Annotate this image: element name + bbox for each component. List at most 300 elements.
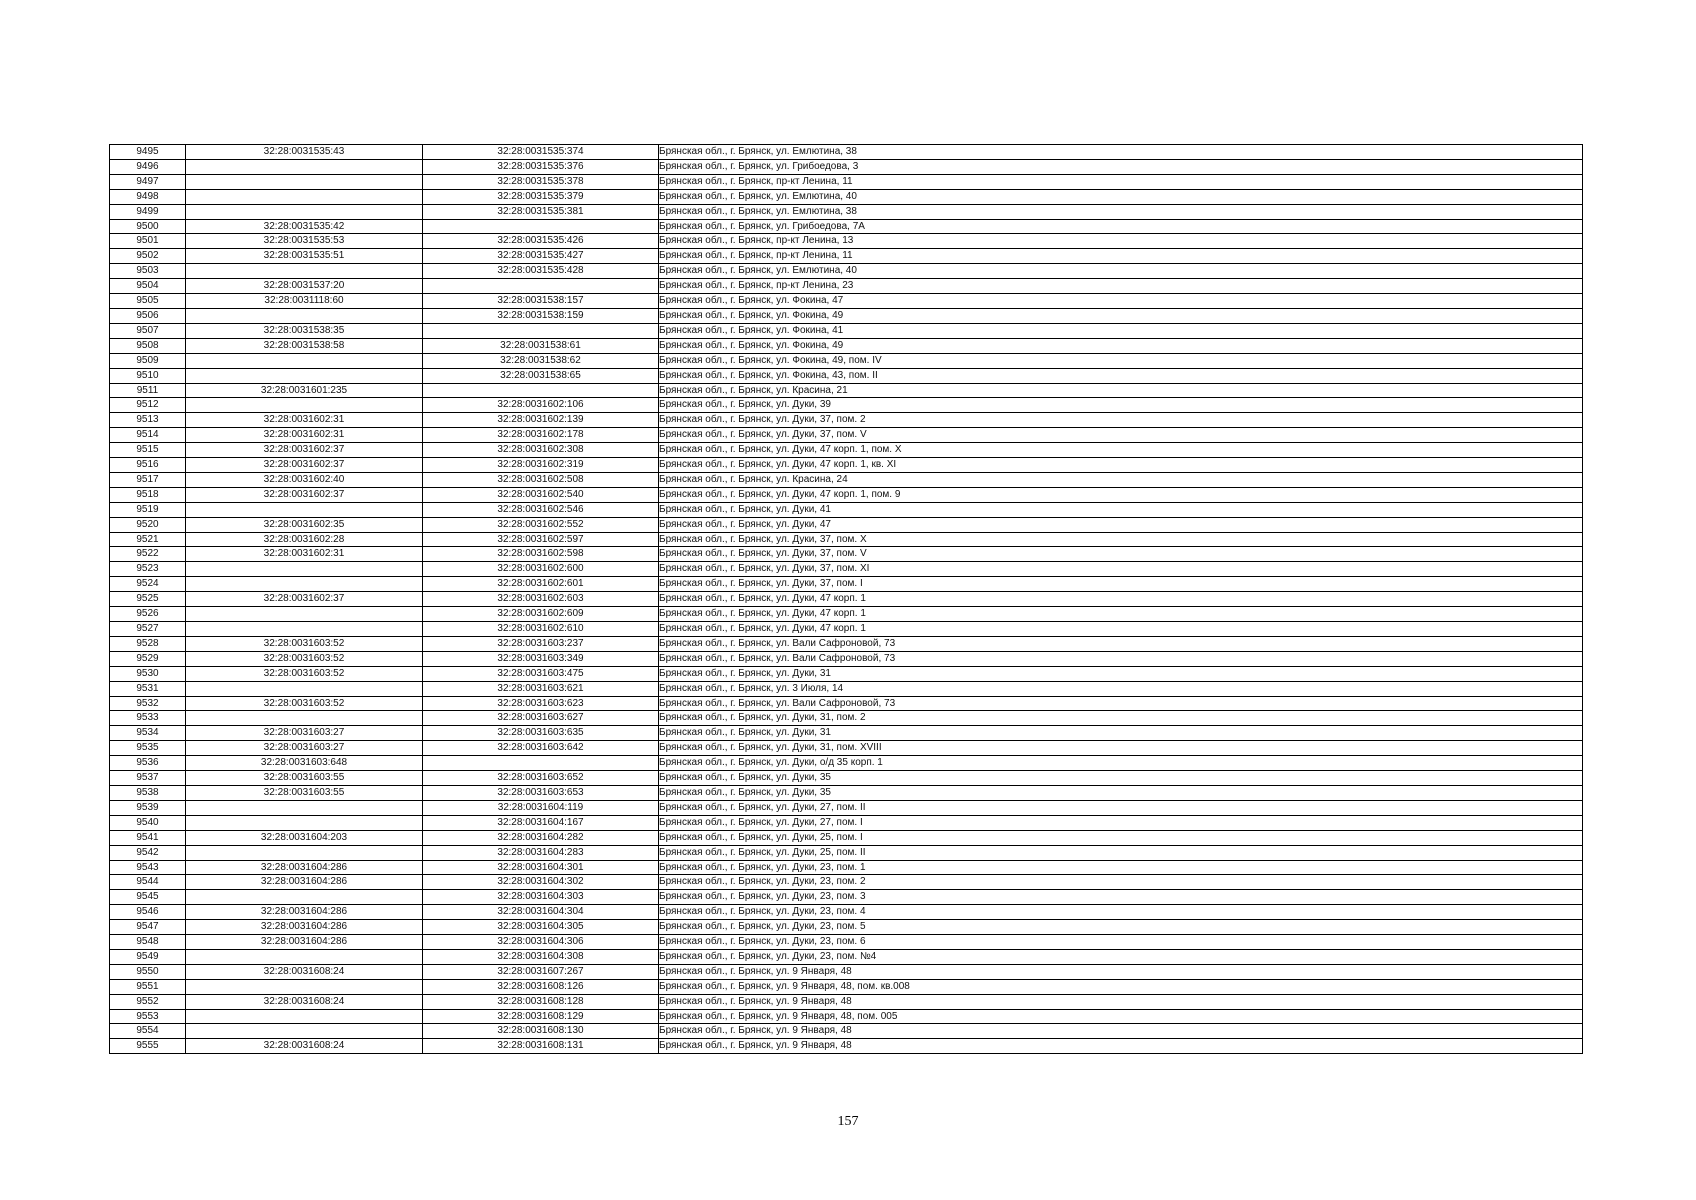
- parcel-cadastral-number-cell: [186, 845, 423, 860]
- object-cadastral-number-cell: 32:28:0031602:508: [423, 472, 659, 487]
- table-row: [110, 443, 1583, 458]
- table-row: [110, 308, 1583, 323]
- address-cell: Брянская обл., г. Брянск, ул. Фокина, 47: [659, 294, 1583, 309]
- parcel-cadastral-number-cell: 32:28:0031118:60: [186, 294, 423, 309]
- address-cell: Брянская обл., г. Брянск, ул. Дуки, 27, пом. II: [659, 800, 1583, 815]
- address-cell: Брянская обл., г. Брянск, ул. Дуки, 47 корп. 1: [659, 622, 1583, 637]
- object-cadastral-number-cell: 32:28:0031602:600: [423, 562, 659, 577]
- parcel-cadastral-number-cell: 32:28:0031537:20: [186, 279, 423, 294]
- table-row: [110, 696, 1583, 711]
- parcel-cadastral-number-cell: 32:28:0031603:55: [186, 771, 423, 786]
- parcel-cadastral-number-cell: 32:28:0031538:35: [186, 323, 423, 338]
- object-cadastral-number-cell: 32:28:0031535:374: [423, 145, 659, 160]
- table-row: [110, 338, 1583, 353]
- address-cell: Брянская обл., г. Брянск, ул. Емлютина, 40: [659, 264, 1583, 279]
- object-cadastral-number-cell: 32:28:0031535:378: [423, 174, 659, 189]
- row-number-cell: 9544: [110, 875, 186, 890]
- object-cadastral-number-cell: 32:28:0031602:609: [423, 607, 659, 622]
- row-number-cell: 9518: [110, 487, 186, 502]
- parcel-cadastral-number-cell: 32:28:0031535:43: [186, 145, 423, 160]
- object-cadastral-number-cell: 32:28:0031535:428: [423, 264, 659, 279]
- address-cell: Брянская обл., г. Брянск, ул. Фокина, 49: [659, 308, 1583, 323]
- table-row: [110, 1009, 1583, 1024]
- table-row: [110, 1024, 1583, 1039]
- table-row: [110, 651, 1583, 666]
- parcel-cadastral-number-cell: [186, 189, 423, 204]
- row-number-cell: 9531: [110, 681, 186, 696]
- row-number-cell: 9515: [110, 443, 186, 458]
- address-cell: Брянская обл., г. Брянск, ул. 9 Января, 48: [659, 1039, 1583, 1054]
- object-cadastral-number-cell: 32:28:0031603:642: [423, 741, 659, 756]
- table-row: [110, 935, 1583, 950]
- object-cadastral-number-cell: 32:28:0031604:119: [423, 800, 659, 815]
- address-cell: Брянская обл., г. Брянск, ул. Дуки, о/д 35 корп. 1: [659, 756, 1583, 771]
- address-cell: Брянская обл., г. Брянск, ул. Дуки, 23, пом. №4: [659, 949, 1583, 964]
- parcel-cadastral-number-cell: 32:28:0031603:52: [186, 636, 423, 651]
- row-number-cell: 9528: [110, 636, 186, 651]
- table-row: [110, 458, 1583, 473]
- object-cadastral-number-cell: 32:28:0031604:283: [423, 845, 659, 860]
- parcel-cadastral-number-cell: [186, 159, 423, 174]
- address-cell: Брянская обл., г. Брянск, ул. Фокина, 43, пом. II: [659, 368, 1583, 383]
- row-number-cell: 9533: [110, 711, 186, 726]
- address-cell: Брянская обл., г. Брянск, ул. Дуки, 37, пом. 2: [659, 413, 1583, 428]
- object-cadastral-number-cell: 32:28:0031604:301: [423, 860, 659, 875]
- table-row: [110, 517, 1583, 532]
- parcel-cadastral-number-cell: [186, 622, 423, 637]
- address-cell: Брянская обл., г. Брянск, ул. Дуки, 37, пом. XI: [659, 562, 1583, 577]
- object-cadastral-number-cell: 32:28:0031538:62: [423, 353, 659, 368]
- object-cadastral-number-cell: 32:28:0031602:603: [423, 592, 659, 607]
- table-row: [110, 368, 1583, 383]
- parcel-cadastral-number-cell: [186, 949, 423, 964]
- object-cadastral-number-cell: 32:28:0031604:305: [423, 920, 659, 935]
- row-number-cell: 9554: [110, 1024, 186, 1039]
- object-cadastral-number-cell: [423, 279, 659, 294]
- parcel-cadastral-number-cell: [186, 577, 423, 592]
- row-number-cell: 9546: [110, 905, 186, 920]
- table-row: [110, 905, 1583, 920]
- parcel-cadastral-number-cell: [186, 800, 423, 815]
- table-row: [110, 279, 1583, 294]
- object-cadastral-number-cell: 32:28:0031538:159: [423, 308, 659, 323]
- table-row: [110, 547, 1583, 562]
- table-row: [110, 845, 1583, 860]
- address-cell: Брянская обл., г. Брянск, ул. Фокина, 49: [659, 338, 1583, 353]
- table-row: [110, 592, 1583, 607]
- row-number-cell: 9497: [110, 174, 186, 189]
- address-cell: Брянская обл., г. Брянск, ул. Дуки, 37, пом. X: [659, 532, 1583, 547]
- address-cell: Брянская обл., г. Брянск, ул. Дуки, 23, пом. 3: [659, 890, 1583, 905]
- row-number-cell: 9541: [110, 830, 186, 845]
- row-number-cell: 9553: [110, 1009, 186, 1024]
- parcel-cadastral-number-cell: 32:28:0031602:37: [186, 458, 423, 473]
- object-cadastral-number-cell: 32:28:0031608:131: [423, 1039, 659, 1054]
- row-number-cell: 9545: [110, 890, 186, 905]
- table-row: [110, 949, 1583, 964]
- parcel-cadastral-number-cell: 32:28:0031602:31: [186, 413, 423, 428]
- address-cell: Брянская обл., г. Брянск, ул. 9 Января, 48: [659, 994, 1583, 1009]
- row-number-cell: 9532: [110, 696, 186, 711]
- address-cell: Брянская обл., г. Брянск, ул. 9 Января, 48: [659, 964, 1583, 979]
- object-cadastral-number-cell: [423, 219, 659, 234]
- address-cell: Брянская обл., г. Брянск, ул. Дуки, 47: [659, 517, 1583, 532]
- table-row: [110, 323, 1583, 338]
- table-row: [110, 890, 1583, 905]
- row-number-cell: 9507: [110, 323, 186, 338]
- row-number-cell: 9526: [110, 607, 186, 622]
- parcel-cadastral-number-cell: 32:28:0031603:648: [186, 756, 423, 771]
- parcel-cadastral-number-cell: [186, 1024, 423, 1039]
- registry-table-body: [110, 145, 1583, 1054]
- address-cell: Брянская обл., г. Брянск, ул. Емлютина, 38: [659, 204, 1583, 219]
- parcel-cadastral-number-cell: 32:28:0031601:235: [186, 383, 423, 398]
- parcel-cadastral-number-cell: 32:28:0031602:35: [186, 517, 423, 532]
- object-cadastral-number-cell: 32:28:0031602:597: [423, 532, 659, 547]
- parcel-cadastral-number-cell: [186, 204, 423, 219]
- row-number-cell: 9499: [110, 204, 186, 219]
- address-cell: Брянская обл., г. Брянск, ул. Вали Сафроновой, 73: [659, 651, 1583, 666]
- parcel-cadastral-number-cell: [186, 890, 423, 905]
- row-number-cell: 9520: [110, 517, 186, 532]
- object-cadastral-number-cell: 32:28:0031602:610: [423, 622, 659, 637]
- parcel-cadastral-number-cell: [186, 815, 423, 830]
- object-cadastral-number-cell: 32:28:0031608:129: [423, 1009, 659, 1024]
- row-number-cell: 9501: [110, 234, 186, 249]
- address-cell: Брянская обл., г. Брянск, ул. Вали Сафроновой, 73: [659, 636, 1583, 651]
- object-cadastral-number-cell: 32:28:0031603:653: [423, 785, 659, 800]
- parcel-cadastral-number-cell: 32:28:0031602:37: [186, 592, 423, 607]
- parcel-cadastral-number-cell: 32:28:0031602:31: [186, 428, 423, 443]
- parcel-cadastral-number-cell: 32:28:0031602:37: [186, 487, 423, 502]
- address-cell: Брянская обл., г. Брянск, ул. Дуки, 31, пом. XVIII: [659, 741, 1583, 756]
- address-cell: Брянская обл., г. Брянск, ул. Дуки, 47 корп. 1, пом. X: [659, 443, 1583, 458]
- table-row: [110, 204, 1583, 219]
- parcel-cadastral-number-cell: 32:28:0031608:24: [186, 964, 423, 979]
- parcel-cadastral-number-cell: 32:28:0031602:37: [186, 443, 423, 458]
- table-row: [110, 1039, 1583, 1054]
- object-cadastral-number-cell: 32:28:0031602:552: [423, 517, 659, 532]
- table-row: [110, 681, 1583, 696]
- row-number-cell: 9512: [110, 398, 186, 413]
- address-cell: Брянская обл., г. Брянск, ул. Фокина, 49, пом. IV: [659, 353, 1583, 368]
- address-cell: Брянская обл., г. Брянск, ул. Грибоедова, 7А: [659, 219, 1583, 234]
- parcel-cadastral-number-cell: [186, 562, 423, 577]
- object-cadastral-number-cell: 32:28:0031604:308: [423, 949, 659, 964]
- parcel-cadastral-number-cell: [186, 1009, 423, 1024]
- row-number-cell: 9510: [110, 368, 186, 383]
- object-cadastral-number-cell: 32:28:0031535:379: [423, 189, 659, 204]
- address-cell: Брянская обл., г. Брянск, ул. Емлютина, 40: [659, 189, 1583, 204]
- row-number-cell: 9550: [110, 964, 186, 979]
- object-cadastral-number-cell: [423, 756, 659, 771]
- table-row: [110, 264, 1583, 279]
- row-number-cell: 9504: [110, 279, 186, 294]
- table-row: [110, 994, 1583, 1009]
- row-number-cell: 9552: [110, 994, 186, 1009]
- table-row: [110, 249, 1583, 264]
- row-number-cell: 9511: [110, 383, 186, 398]
- object-cadastral-number-cell: [423, 383, 659, 398]
- object-cadastral-number-cell: 32:28:0031535:426: [423, 234, 659, 249]
- parcel-cadastral-number-cell: [186, 174, 423, 189]
- row-number-cell: 9548: [110, 935, 186, 950]
- page-number: 157: [837, 1114, 859, 1129]
- parcel-cadastral-number-cell: [186, 711, 423, 726]
- table-row: [110, 577, 1583, 592]
- address-cell: Брянская обл., г. Брянск, ул. Дуки, 31, пом. 2: [659, 711, 1583, 726]
- object-cadastral-number-cell: 32:28:0031602:308: [423, 443, 659, 458]
- row-number-cell: 9524: [110, 577, 186, 592]
- object-cadastral-number-cell: 32:28:0031603:237: [423, 636, 659, 651]
- address-cell: Брянская обл., г. Брянск, ул. Дуки, 31: [659, 666, 1583, 681]
- parcel-cadastral-number-cell: 32:28:0031604:286: [186, 875, 423, 890]
- table-row: [110, 771, 1583, 786]
- object-cadastral-number-cell: 32:28:0031603:475: [423, 666, 659, 681]
- address-cell: Брянская обл., г. Брянск, ул. Дуки, 23, пом. 6: [659, 935, 1583, 950]
- object-cadastral-number-cell: 32:28:0031608:128: [423, 994, 659, 1009]
- table-row: [110, 189, 1583, 204]
- table-row: [110, 607, 1583, 622]
- object-cadastral-number-cell: 32:28:0031607:267: [423, 964, 659, 979]
- parcel-cadastral-number-cell: [186, 979, 423, 994]
- parcel-cadastral-number-cell: [186, 607, 423, 622]
- parcel-cadastral-number-cell: 32:28:0031602:28: [186, 532, 423, 547]
- row-number-cell: 9514: [110, 428, 186, 443]
- address-cell: Брянская обл., г. Брянск, пр-кт Ленина, 13: [659, 234, 1583, 249]
- parcel-cadastral-number-cell: 32:28:0031603:27: [186, 741, 423, 756]
- row-number-cell: 9534: [110, 726, 186, 741]
- table-row: [110, 964, 1583, 979]
- table-row: [110, 726, 1583, 741]
- table-row: [110, 741, 1583, 756]
- table-row: [110, 428, 1583, 443]
- parcel-cadastral-number-cell: [186, 353, 423, 368]
- table-row: [110, 532, 1583, 547]
- address-cell: Брянская обл., г. Брянск, ул. Дуки, 37, пом. V: [659, 547, 1583, 562]
- object-cadastral-number-cell: 32:28:0031538:65: [423, 368, 659, 383]
- table-row: [110, 711, 1583, 726]
- parcel-cadastral-number-cell: 32:28:0031603:55: [186, 785, 423, 800]
- parcel-cadastral-number-cell: 32:28:0031535:42: [186, 219, 423, 234]
- address-cell: Брянская обл., г. Брянск, ул. Красина, 24: [659, 472, 1583, 487]
- registry-table: [109, 144, 1583, 1054]
- row-number-cell: 9543: [110, 860, 186, 875]
- parcel-cadastral-number-cell: [186, 308, 423, 323]
- row-number-cell: 9529: [110, 651, 186, 666]
- address-cell: Брянская обл., г. Брянск, пр-кт Ленина, 11: [659, 249, 1583, 264]
- row-number-cell: 9496: [110, 159, 186, 174]
- address-cell: Брянская обл., г. Брянск, ул. Дуки, 25, пом. II: [659, 845, 1583, 860]
- address-cell: Брянская обл., г. Брянск, ул. Дуки, 47 корп. 1, кв. XI: [659, 458, 1583, 473]
- row-number-cell: 9517: [110, 472, 186, 487]
- table-row: [110, 487, 1583, 502]
- object-cadastral-number-cell: 32:28:0031603:349: [423, 651, 659, 666]
- address-cell: Брянская обл., г. Брянск, ул. Дуки, 35: [659, 785, 1583, 800]
- row-number-cell: 9540: [110, 815, 186, 830]
- row-number-cell: 9535: [110, 741, 186, 756]
- table-row: [110, 502, 1583, 517]
- parcel-cadastral-number-cell: 32:28:0031603:52: [186, 696, 423, 711]
- address-cell: Брянская обл., г. Брянск, ул. 9 Января, 48, пом. кв.008: [659, 979, 1583, 994]
- address-cell: Брянская обл., г. Брянск, ул. Дуки, 23, пом. 1: [659, 860, 1583, 875]
- object-cadastral-number-cell: 32:28:0031603:621: [423, 681, 659, 696]
- address-cell: Брянская обл., г. Брянск, ул. Дуки, 31: [659, 726, 1583, 741]
- object-cadastral-number-cell: [423, 323, 659, 338]
- row-number-cell: 9547: [110, 920, 186, 935]
- address-cell: Брянская обл., г. Брянск, ул. Дуки, 23, пом. 2: [659, 875, 1583, 890]
- table-row: [110, 472, 1583, 487]
- parcel-cadastral-number-cell: 32:28:0031602:40: [186, 472, 423, 487]
- parcel-cadastral-number-cell: [186, 264, 423, 279]
- parcel-cadastral-number-cell: [186, 398, 423, 413]
- row-number-cell: 9538: [110, 785, 186, 800]
- row-number-cell: 9536: [110, 756, 186, 771]
- table-row: [110, 875, 1583, 890]
- object-cadastral-number-cell: 32:28:0031538:61: [423, 338, 659, 353]
- table-row: [110, 145, 1583, 160]
- object-cadastral-number-cell: 32:28:0031604:303: [423, 890, 659, 905]
- parcel-cadastral-number-cell: 32:28:0031603:52: [186, 666, 423, 681]
- object-cadastral-number-cell: 32:28:0031535:381: [423, 204, 659, 219]
- table-row: [110, 756, 1583, 771]
- address-cell: Брянская обл., г. Брянск, ул. Дуки, 25, пом. I: [659, 830, 1583, 845]
- parcel-cadastral-number-cell: 32:28:0031604:203: [186, 830, 423, 845]
- parcel-cadastral-number-cell: 32:28:0031604:286: [186, 905, 423, 920]
- address-cell: Брянская обл., г. Брянск, ул. 3 Июля, 14: [659, 681, 1583, 696]
- object-cadastral-number-cell: 32:28:0031602:319: [423, 458, 659, 473]
- table-row: [110, 159, 1583, 174]
- row-number-cell: 9525: [110, 592, 186, 607]
- table-row: [110, 666, 1583, 681]
- address-cell: Брянская обл., г. Брянск, пр-кт Ленина, 23: [659, 279, 1583, 294]
- parcel-cadastral-number-cell: 32:28:0031608:24: [186, 994, 423, 1009]
- table-row: [110, 920, 1583, 935]
- object-cadastral-number-cell: 32:28:0031608:126: [423, 979, 659, 994]
- table-row: [110, 562, 1583, 577]
- row-number-cell: 9542: [110, 845, 186, 860]
- parcel-cadastral-number-cell: 32:28:0031603:52: [186, 651, 423, 666]
- parcel-cadastral-number-cell: 32:28:0031604:286: [186, 935, 423, 950]
- table-row: [110, 383, 1583, 398]
- table-row: [110, 800, 1583, 815]
- row-number-cell: 9527: [110, 622, 186, 637]
- address-cell: Брянская обл., г. Брянск, ул. Дуки, 37, пом. V: [659, 428, 1583, 443]
- row-number-cell: 9522: [110, 547, 186, 562]
- row-number-cell: 9516: [110, 458, 186, 473]
- row-number-cell: 9500: [110, 219, 186, 234]
- table-row: [110, 398, 1583, 413]
- row-number-cell: 9551: [110, 979, 186, 994]
- address-cell: Брянская обл., г. Брянск, ул. Дуки, 47 корп. 1: [659, 592, 1583, 607]
- row-number-cell: 9555: [110, 1039, 186, 1054]
- table-row: [110, 785, 1583, 800]
- table-row: [110, 234, 1583, 249]
- table-row: [110, 353, 1583, 368]
- address-cell: Брянская обл., г. Брянск, ул. Грибоедова, 3: [659, 159, 1583, 174]
- object-cadastral-number-cell: 32:28:0031604:302: [423, 875, 659, 890]
- row-number-cell: 9513: [110, 413, 186, 428]
- object-cadastral-number-cell: 32:28:0031603:635: [423, 726, 659, 741]
- object-cadastral-number-cell: 32:28:0031604:282: [423, 830, 659, 845]
- row-number-cell: 9508: [110, 338, 186, 353]
- object-cadastral-number-cell: 32:28:0031602:178: [423, 428, 659, 443]
- object-cadastral-number-cell: 32:28:0031603:623: [423, 696, 659, 711]
- row-number-cell: 9537: [110, 771, 186, 786]
- address-cell: Брянская обл., г. Брянск, ул. 9 Января, 48, пом. 005: [659, 1009, 1583, 1024]
- row-number-cell: 9549: [110, 949, 186, 964]
- row-number-cell: 9498: [110, 189, 186, 204]
- object-cadastral-number-cell: 32:28:0031602:546: [423, 502, 659, 517]
- parcel-cadastral-number-cell: 32:28:0031602:31: [186, 547, 423, 562]
- parcel-cadastral-number-cell: 32:28:0031538:58: [186, 338, 423, 353]
- table-row: [110, 979, 1583, 994]
- row-number-cell: 9521: [110, 532, 186, 547]
- address-cell: Брянская обл., г. Брянск, ул. Дуки, 23, пом. 5: [659, 920, 1583, 935]
- row-number-cell: 9519: [110, 502, 186, 517]
- object-cadastral-number-cell: 32:28:0031535:427: [423, 249, 659, 264]
- row-number-cell: 9503: [110, 264, 186, 279]
- object-cadastral-number-cell: 32:28:0031602:598: [423, 547, 659, 562]
- parcel-cadastral-number-cell: 32:28:0031604:286: [186, 920, 423, 935]
- object-cadastral-number-cell: 32:28:0031602:540: [423, 487, 659, 502]
- address-cell: Брянская обл., г. Брянск, ул. 9 Января, 48: [659, 1024, 1583, 1039]
- object-cadastral-number-cell: 32:28:0031602:106: [423, 398, 659, 413]
- parcel-cadastral-number-cell: [186, 681, 423, 696]
- row-number-cell: 9539: [110, 800, 186, 815]
- address-cell: Брянская обл., г. Брянск, ул. Вали Сафроновой, 73: [659, 696, 1583, 711]
- address-cell: Брянская обл., г. Брянск, ул. Дуки, 39: [659, 398, 1583, 413]
- object-cadastral-number-cell: 32:28:0031535:376: [423, 159, 659, 174]
- object-cadastral-number-cell: 32:28:0031604:304: [423, 905, 659, 920]
- address-cell: Брянская обл., г. Брянск, ул. Дуки, 41: [659, 502, 1583, 517]
- object-cadastral-number-cell: 32:28:0031608:130: [423, 1024, 659, 1039]
- table-row: [110, 830, 1583, 845]
- registry-table-wrapper: [109, 144, 1582, 1054]
- address-cell: Брянская обл., г. Брянск, ул. Дуки, 35: [659, 771, 1583, 786]
- table-row: [110, 815, 1583, 830]
- address-cell: Брянская обл., г. Брянск, ул. Дуки, 27, пом. I: [659, 815, 1583, 830]
- table-row: [110, 219, 1583, 234]
- address-cell: Брянская обл., г. Брянск, ул. Фокина, 41: [659, 323, 1583, 338]
- parcel-cadastral-number-cell: 32:28:0031535:53: [186, 234, 423, 249]
- table-row: [110, 294, 1583, 309]
- table-row: [110, 413, 1583, 428]
- row-number-cell: 9495: [110, 145, 186, 160]
- parcel-cadastral-number-cell: 32:28:0031535:51: [186, 249, 423, 264]
- parcel-cadastral-number-cell: 32:28:0031604:286: [186, 860, 423, 875]
- row-number-cell: 9530: [110, 666, 186, 681]
- row-number-cell: 9506: [110, 308, 186, 323]
- table-row: [110, 636, 1583, 651]
- address-cell: Брянская обл., г. Брянск, ул. Емлютина, 38: [659, 145, 1583, 160]
- address-cell: Брянская обл., г. Брянск, ул. Дуки, 37, пом. I: [659, 577, 1583, 592]
- object-cadastral-number-cell: 32:28:0031538:157: [423, 294, 659, 309]
- row-number-cell: 9523: [110, 562, 186, 577]
- parcel-cadastral-number-cell: [186, 368, 423, 383]
- table-row: [110, 860, 1583, 875]
- object-cadastral-number-cell: 32:28:0031602:601: [423, 577, 659, 592]
- address-cell: Брянская обл., г. Брянск, ул. Дуки, 47 корп. 1: [659, 607, 1583, 622]
- address-cell: Брянская обл., г. Брянск, ул. Дуки, 47 корп. 1, пом. 9: [659, 487, 1583, 502]
- parcel-cadastral-number-cell: [186, 502, 423, 517]
- object-cadastral-number-cell: 32:28:0031603:627: [423, 711, 659, 726]
- row-number-cell: 9505: [110, 294, 186, 309]
- object-cadastral-number-cell: 32:28:0031604:167: [423, 815, 659, 830]
- object-cadastral-number-cell: 32:28:0031603:652: [423, 771, 659, 786]
- address-cell: Брянская обл., г. Брянск, ул. Дуки, 23, пом. 4: [659, 905, 1583, 920]
- row-number-cell: 9509: [110, 353, 186, 368]
